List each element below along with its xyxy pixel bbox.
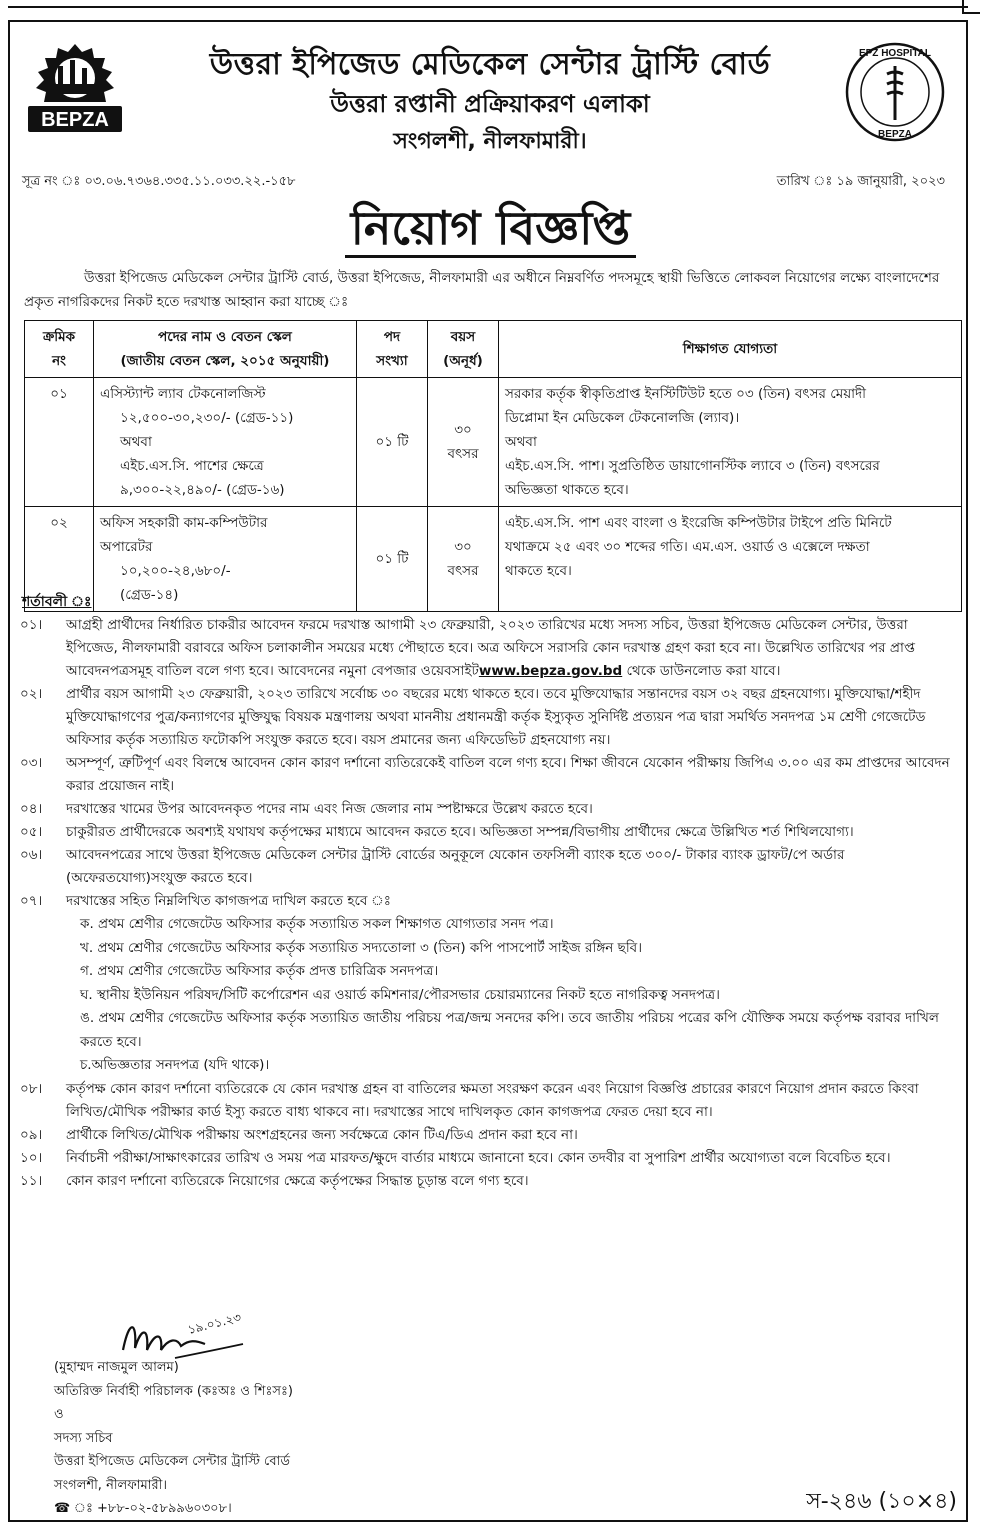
row1-name-line: এইচ.এস.সি. পাশের ক্ষেত্রে	[120, 458, 264, 474]
row1-age-value: ৩০	[454, 422, 472, 438]
header-qualification: শিক্ষাগত যোগ্যতা	[499, 321, 962, 378]
posts-table	[24, 320, 962, 612]
condition-number: ০৬।	[20, 847, 43, 863]
header-serial-line2: নং	[52, 353, 66, 369]
list-item: ঙ. প্রথম শ্রেণীর গেজেটেড অফিসার কর্তৃক সত্যায়িত জাতীয় পরিচয় পত্র/জন্ম সনদের কপি। তবে জাতীয় পরিচয় পত্রের কপি যৌক্তিক সময়ে কর্তৃপক্ষ বরাবর দাখিল করতে হবে।	[80, 1010, 939, 1050]
top-border-line	[8, 6, 968, 8]
bepza-website-link[interactable]: www.bepza.gov.bd	[478, 663, 623, 679]
signatory-phone: ☎ ঃ +৮৮-০২-৫৮৯৯৬০৩০৮।	[54, 1501, 232, 1516]
notice-date: তারিখ ঃ ১৯ জানুয়ারী, ২০২৩	[776, 174, 945, 189]
signatory-conjunction: ও	[54, 1407, 64, 1422]
list-item: চ.অভিজ্ঞতার সনদপত্র (যদি থাকে)।	[80, 1057, 270, 1073]
conditions-list	[20, 614, 960, 1193]
table-header-row	[25, 321, 962, 378]
condition-number: ০৪।	[20, 801, 43, 817]
condition-item	[20, 821, 960, 844]
condition-number: ০৫।	[20, 824, 43, 840]
seal-text-bottom: BEPZA	[878, 129, 912, 140]
list-item: ঘ. স্থানীয় ইউনিয়ন পরিষদ/সিটি কর্পোরেশন এর ওয়ার্ড কমিশনার/পৌরসভার চেয়ারম্যানের নিকট হতে নাগরিকত্ব সনদপত্র।	[80, 986, 720, 1003]
bepza-logo	[20, 40, 130, 140]
epz-hospital-seal	[843, 40, 948, 145]
notice-title	[0, 194, 981, 270]
row1-count: ০১ টি	[357, 378, 428, 507]
row1-name-line: ৯,৩০০-২২,৪৯০/- (গ্রেড-১৬)	[120, 482, 285, 498]
signatory-org: উত্তরা ইপিজেড মেডিকেল সেন্টার ট্রাস্টি বোর্ড	[54, 1454, 290, 1469]
row1-qualification	[499, 378, 962, 507]
condition-item	[20, 798, 960, 821]
row1-name-line: এসিস্ট্যান্ট ল্যাব টেকনোলজিস্ট	[100, 386, 266, 402]
condition-text: নির্বাচনী পরীক্ষা/সাক্ষাৎকারের তারিখ ও সময় পত্র মারফত/ক্ষুদে বার্তার মাধ্যমে জানানো হবে। কোন তদবীর বা সুপারিশ প্রার্থীর অযোগ্যতা বলে বিবেচিত হবে।	[66, 1149, 891, 1166]
condition-1-text: আগ্রহী প্রার্থীদের নির্ধারিত চাকরীর আবেদন ফরমে দরখাস্ত আগামী ২৩ ফেব্রুয়ারী, ২০২৩ তারিখের মধ্যে সদস্য সচিব, উত্তরা ইপিজেড মেডিকেল সেন্টার, উত্তরা ইপিজেড, নীলফামারী বরাবরে অফিস চলাকালীন সময়ের মধ্যে পৌছাতে হবে। অত্র অফিসে সরাসরি কোন দরখাস্ত গ্রহণ করা হবে না। উল্লেখিত তারিখের পর প্রাপ্ত আবেদনপত্রসমূহ বাতিল বলে গণ্য হবে। আবেদনের নমুনা বেপজার ওয়েবসাইট	[66, 617, 915, 679]
header-serial-line1: ক্রমিক	[42, 329, 76, 345]
condition-text: আবেদনপত্রের সাথে উত্তরা ইপিজেড মেডিকেল সেন্টার ট্রাস্টি বোর্ডের অনুকূলে যেকোন তফসিলী ব্যাংক হতে ৩০০/- টাকার ব্যাংক ড্রাফট/পে অর্ডার (অফেরতযোগ্য)সংযুক্ত করতে হবে।	[66, 847, 845, 886]
list-item: ক. প্রথম শ্রেণীর গেজেটেড অফিসার কর্তৃক সত্যায়িত সকল শিক্ষাগত যোগ্যতার সনদ পত্র।	[80, 916, 554, 932]
required-documents-list	[20, 913, 960, 1078]
intro-paragraph: উত্তরা ইপিজেড মেডিকেল সেন্টার ট্রাস্টি বোর্ড, উত্তরা ইপিজেড, নীলফামারী এর অধীনে নিম্নবর্ণিত পদসমূহে স্থায়ী ভিত্তিতে লোকবল নিয়োগের লক্ষ্যে বাংলাদেশের প্রকৃত নাগরিকদের নিকট হতে দরখাস্ত আহ্বান করা যাচ্ছে ঃ	[24, 270, 940, 310]
header-age	[428, 321, 499, 378]
header-age-line2: (অনূর্ধ)	[443, 353, 483, 369]
row2-count: ০১ টি	[357, 507, 428, 612]
row2-post-name	[94, 507, 357, 612]
header-name-line2: (জাতীয় বেতন স্কেল, ২০১৫ অনুযায়ী)	[120, 353, 330, 369]
row1-age	[428, 378, 499, 507]
condition-number: ০৯।	[20, 1126, 43, 1143]
signatory-name: (মুহাম্মদ নাজমুল আলম)	[54, 1360, 179, 1375]
row2-name-line: (গ্রেড-১৪)	[120, 587, 179, 603]
row2-age	[428, 507, 499, 612]
condition-item	[20, 844, 960, 890]
row1-name-line: ১২,৫০০-৩০,২৩০/- (গ্রেড-১১)	[120, 410, 294, 426]
seal-text-top: EPZ HOSPITAL	[858, 48, 932, 59]
signatory-block	[54, 1356, 293, 1521]
condition-text: দরখাস্তের সহিত নিম্নলিখিত কাগজপত্র দাখিল করতে হবে ঃ	[66, 893, 391, 909]
condition-1-after: থেকে ডাউনলোড করা যাবে।	[622, 663, 781, 679]
condition-number: ০৮।	[20, 1080, 43, 1097]
row2-age-value: ৩০	[454, 539, 472, 555]
row1-age-unit: বৎসর	[447, 446, 479, 462]
header-count-line1: পদ	[383, 329, 401, 345]
condition-text: অসম্পূর্ণ, ত্রুটিপূর্ণ এবং বিলম্বে আবেদন কোন কারণ দর্শানো ব্যতিরেকেই বাতিল বলে গণ্য হবে। শিক্ষা জীবনে যেকোন পরীক্ষায় জিপিএ ৩.০০ এর কম প্রাপ্তদের আবেদন করার প্রয়োজন নাই।	[66, 755, 950, 794]
row2-name-line: অপারেটর	[100, 539, 153, 555]
row1-post-name	[94, 378, 357, 507]
row2-serial: ০২	[25, 507, 94, 612]
condition-text: চাকুরীরত প্রার্থীদেরকে অবশ্যই যথাযথ কর্তৃপক্ষের মাধ্যমে আবেদন করতে হবে। অভিজ্ঞতা সম্পন্ন/বিভাগীয় প্রার্থীদের ক্ষেত্রে উল্লিখিত শর্ত শিথিলযোগ্য।	[66, 824, 854, 840]
row2-qual-line: যথাক্রমে ২৫ এবং ৩০ শব্দের গতি। এম.এস. ওয়ার্ড ও এক্সেলে দক্ষতা	[505, 539, 870, 555]
row2-qual-line: থাকতে হবে।	[505, 563, 572, 579]
row1-qual-line: সরকার কর্তৃক স্বীকৃতিপ্রাপ্ত ইনস্টিটিউট হতে ০৩ (তিন) বৎসর মেয়াদী	[505, 386, 867, 402]
table-row	[25, 507, 962, 612]
header-age-line1: বয়স	[450, 329, 476, 345]
notice-title-text: নিয়োগ বিজ্ঞপ্তি	[345, 201, 636, 258]
signature-date-note: ১৯.০১.২৩	[186, 1310, 243, 1337]
signatory-title: অতিরিক্ত নির্বাহী পরিচালক (কঃঅঃ ও শিঃসঃ)	[54, 1383, 293, 1399]
org-subtitle: উত্তরা রপ্তানী প্রক্রিয়াকরণ এলাকা	[330, 90, 650, 118]
row1-serial: ০১	[25, 378, 94, 507]
row1-qual-line: ডিপ্লোমা ইন মেডিকেল টেকনোলজি (ল্যাব)।	[505, 410, 740, 426]
header-count	[357, 321, 428, 378]
row2-qual-line: এইচ.এস.সি. পাশ এবং বাংলা ও ইংরেজি কম্পিউটার টাইপে প্রতি মিনিটে	[505, 515, 892, 531]
signatory-role: সদস্য সচিব	[54, 1430, 113, 1446]
table-row	[25, 378, 962, 507]
org-title: উত্তরা ইপিজেড মেডিকেল সেন্টার ট্রাস্টি বোর্ড	[209, 47, 771, 82]
row2-age-unit: বৎসর	[447, 563, 479, 579]
header-name-line1: পদের নাম ও বেতন স্কেল	[158, 329, 292, 345]
row2-name-line: ১০,২০০-২৪,৬৮০/-	[120, 563, 231, 579]
condition-number: ১১।	[20, 1172, 43, 1189]
condition-number: ১০।	[20, 1149, 43, 1166]
reference-number: সূত্র নং ঃ ০৩.০৬.৭৩৬৪.৩৩৫.১১.০৩৩.২২.-১৫৮	[22, 174, 296, 189]
condition-item	[20, 752, 960, 798]
condition-item	[20, 1124, 960, 1147]
list-item: খ. প্রথম শ্রেণীর গেজেটেড অফিসার কর্তৃক সত্যায়িত সদ্যতোলা ৩ (তিন) কপি পাসপোর্ট সাইজ রঙ্গিন ছবি।	[80, 939, 643, 956]
signatory-location: সংগলশী, নীলফামারী।	[54, 1477, 168, 1493]
org-location: সংগলশী, নীলফামারী।	[393, 129, 587, 154]
condition-item	[20, 614, 960, 683]
condition-text: দরখাস্তের খামের উপর আবেদনকৃত পদের নাম এবং নিজ জেলার নাম স্পষ্টাক্ষরে উল্লেখ করতে হবে।	[66, 801, 593, 817]
condition-text	[66, 614, 960, 683]
conditions-heading: শর্তাবলী ঃ	[22, 594, 92, 610]
ad-code: স-২৪৬ (১০×৪)	[806, 1489, 957, 1514]
condition-item	[20, 1078, 960, 1124]
row1-qual-line: এইচ.এস.সি. পাশ। সুপ্রতিষ্ঠিত ডায়াগোনস্টিক ল্যাবে ৩ (তিন) বৎসরের	[505, 458, 880, 474]
condition-text: প্রার্থীকে লিখিত/মৌখিক পরীক্ষায় অংশগ্রহনের জন্য সর্বক্ষেত্রে কোন টিএ/ডিএ প্রদান করা হবে না।	[66, 1126, 578, 1143]
condition-item	[20, 1170, 960, 1193]
header-post-name	[94, 321, 357, 378]
condition-item	[20, 1147, 960, 1170]
condition-item	[20, 890, 960, 913]
condition-item	[20, 683, 960, 752]
corner-mark	[962, 0, 980, 14]
condition-number: ০৩।	[20, 755, 43, 771]
logo-text: BEPZA	[41, 109, 109, 131]
row1-qual-line: অথবা	[505, 434, 537, 450]
condition-text: কোন কারণ দর্শানো ব্যতিরেকে নিয়োগের ক্ষেত্রে কর্তৃপক্ষের সিদ্ধান্ত চূড়ান্ত বলে গণ্য হবে।	[66, 1172, 529, 1189]
row2-name-line: অফিস সহকারী কাম-কম্পিউটার	[100, 515, 268, 531]
row1-name-line: অথবা	[120, 434, 152, 450]
condition-number: ০২।	[20, 686, 43, 702]
row1-qual-line: অভিজ্ঞতা থাকতে হবে।	[505, 482, 629, 498]
condition-text: প্রার্থীর বয়স আগামী ২৩ ফেব্রুয়ারী, ২০২৩ তারিখে সর্বোচ্চ ৩০ বছরের মধ্যে থাকতে হবে। তবে মুক্তিযোদ্ধার সন্তানদের বয়স ৩২ বছর গ্রহনযোগ্য। মুক্তিযোদ্ধা/শহীদ মুক্তিযোদ্ধাগণের পুত্র/কন্যাগণের মুক্তিযুদ্ধ বিষয়ক মন্ত্রণালয় অথবা মাননীয় প্রধানমন্ত্রী কর্তৃক ইস্যুকৃত সুনির্দিষ্ট প্রত্যয়ন পত্র দ্বারা সমর্থিত সনদপত্র ১ম শ্রেণী গেজেটেড অফিসার কর্তৃক সত্যায়িত ফটোকপি সংযুক্ত করতে হবে। বয়স প্রমানের জন্য এফিডেভিট গ্রহনযোগ্য নয়।	[66, 686, 926, 748]
condition-number: ০১।	[20, 617, 43, 633]
condition-number: ০৭।	[20, 893, 43, 909]
row2-qualification	[499, 507, 962, 612]
condition-text: কর্তৃপক্ষ কোন কারণ দর্শানো ব্যতিরেকে যে কোন দরখাস্ত গ্রহন বা বাতিলের ক্ষমতা সংরক্ষণ করেন এবং নিয়োগ বিজ্ঞপ্তি প্রচারের কারণে নিয়োগ প্রদান করতে কিংবা লিখিত/মৌখিক পরীক্ষার কার্ড ইস্যু করতে বাধ্য থাকবে না। দরখাস্তের সাথে দাখিলকৃত কোন কাগজপত্র ফেরত দেয়া হবে না।	[66, 1080, 919, 1120]
header-serial	[25, 321, 94, 378]
header-count-line2: সংখ্যা	[376, 353, 408, 369]
list-item: গ. প্রথম শ্রেণীর গেজেটেড অফিসার কর্তৃক প্রদত্ত চারিত্রিক সনদপত্র।	[80, 963, 439, 979]
